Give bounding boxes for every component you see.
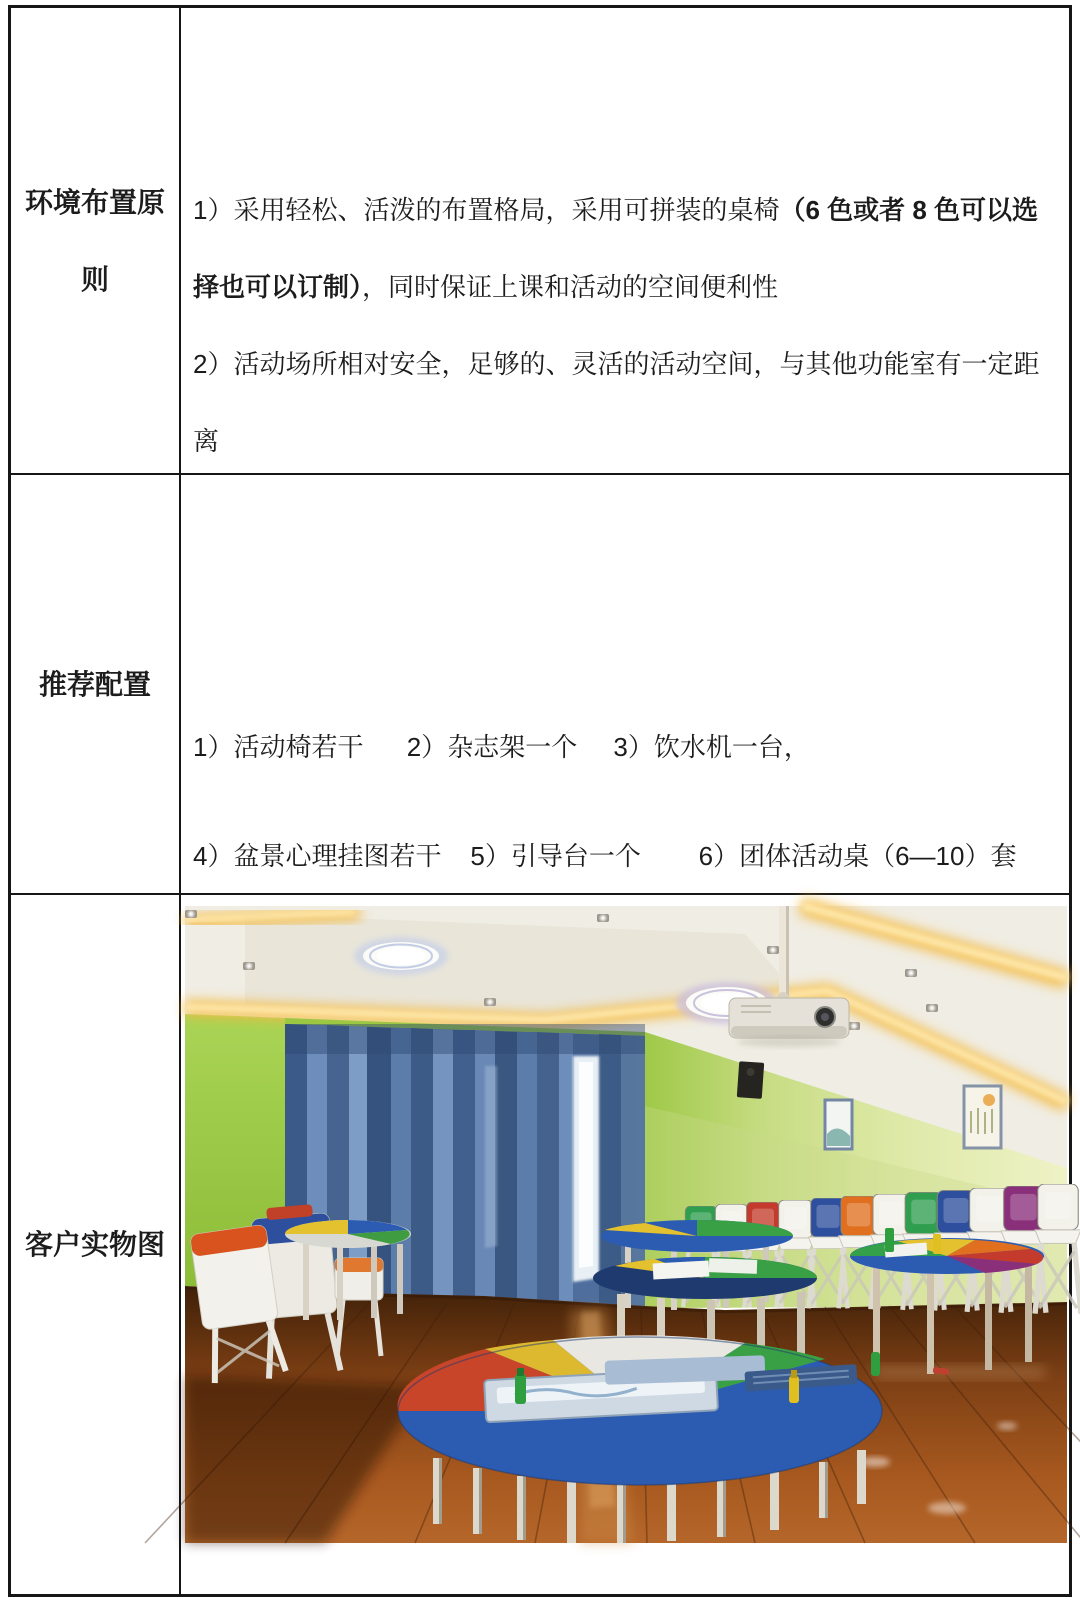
photo-ceiling-lamp-left <box>354 937 448 975</box>
row2-content-cell <box>181 475 1069 895</box>
photo-speaker <box>737 1061 764 1099</box>
row1-text: 1）采用轻松、活泼的布置格局，采用可拼装的桌椅（6 色或者 8 色可以选 择也可以订制），同时保证上课和活动的空间便利性 2）活动场所相对安全，足够的、灵活的活动空间，与其他功能室有一定距 离 <box>193 195 1040 456</box>
row2-label-cell <box>11 475 181 895</box>
row3-label-cell <box>11 895 181 1594</box>
row3-label: 客户实物图 <box>24 1229 165 1260</box>
row2-text: 1）活动椅若干 2）杂志架一个 3）饮水机一台， 4）盆景心理挂图若干 5）引导台一个 6）团体活动桌（6—10）套 <box>193 732 1017 871</box>
row3-content-cell <box>181 895 1069 1594</box>
row1-content-cell <box>181 8 1069 475</box>
spec-table <box>8 5 1072 1597</box>
row1-label-cell <box>11 8 181 475</box>
classroom-photo <box>185 906 1067 1543</box>
row1-label: 环境布置原则 <box>24 186 165 295</box>
row2-label: 推荐配置 <box>38 668 151 700</box>
